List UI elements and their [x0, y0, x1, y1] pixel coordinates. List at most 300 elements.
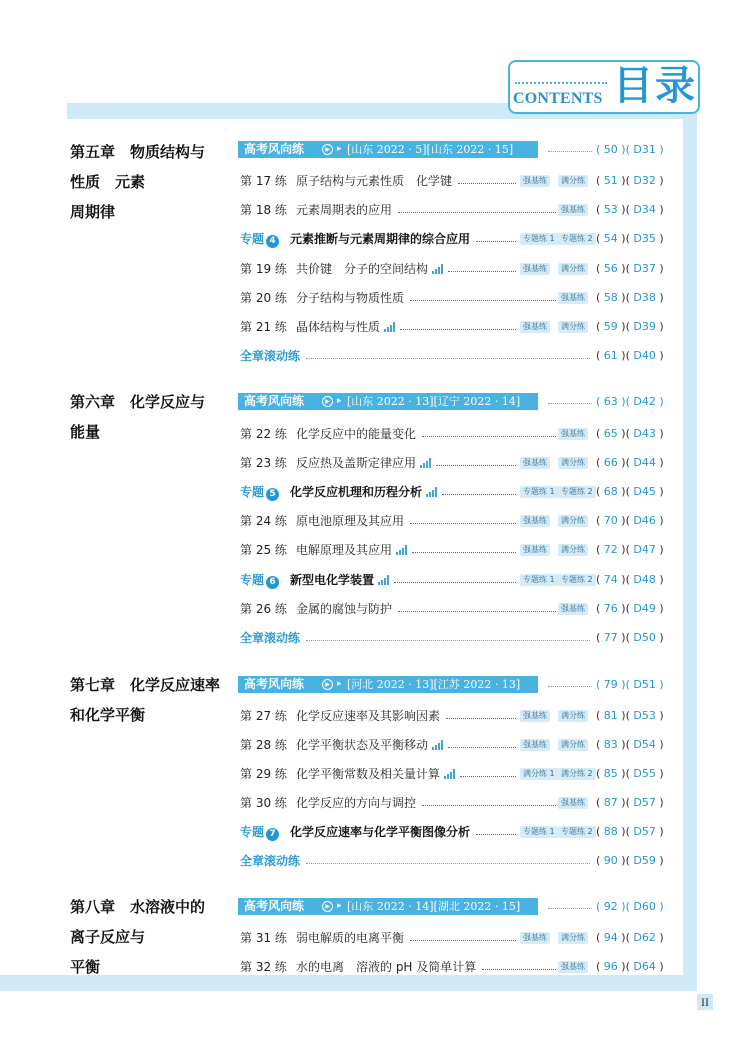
chapter-title-line: 第六章 化学反应与: [70, 393, 206, 411]
page-reference: [596, 230, 664, 248]
lesson-row[interactable]: [238, 318, 680, 336]
lesson-title: 金属的腐蚀与防护: [296, 602, 393, 616]
exercise-tag[interactable]: 满分练: [558, 457, 588, 469]
lesson-number: 第 27 练: [240, 709, 287, 723]
page-reference: [596, 852, 664, 870]
chapter-review-row[interactable]: [238, 852, 680, 870]
paren-mid: )(: [617, 854, 634, 867]
paren-open: (: [596, 143, 604, 156]
lesson-row[interactable]: [238, 260, 680, 278]
page-reference: [596, 260, 664, 278]
page-value: 51: [603, 174, 618, 187]
special-topic-number-badge: 4: [266, 235, 279, 248]
gaokao-source: [山东 2022 · 13][辽宁 2022 · 14]: [347, 395, 521, 408]
exercise-tag[interactable]: 专题练 1: [520, 486, 558, 498]
dot-leader: [448, 271, 516, 272]
page-value: 63: [603, 395, 618, 408]
exercise-tag[interactable]: 满分练: [558, 321, 588, 333]
lesson-title: 原子结构与元素性质 化学键: [296, 174, 453, 188]
dot-leader: [476, 834, 516, 835]
answer-page-value: D64: [633, 960, 656, 973]
paren-mid: )(: [617, 514, 634, 527]
exercise-tag[interactable]: 满分练 2: [558, 768, 596, 780]
exercise-tag[interactable]: 专题练 1: [520, 826, 558, 838]
lesson-row[interactable]: [238, 600, 680, 618]
special-topic-word: 专题: [240, 485, 265, 499]
page-reference: [596, 707, 664, 725]
lesson-number: 第 31 练: [240, 931, 287, 945]
paren-mid: )(: [617, 602, 634, 615]
paren-open: (: [596, 738, 604, 751]
paren-mid: )(: [617, 573, 634, 586]
video-icon: ▶: [322, 901, 333, 912]
page-value: 70: [603, 514, 618, 527]
paren-close: ): [655, 262, 664, 275]
signal-bars-icon: [420, 458, 432, 468]
lesson-title: 化学反应的方向与调控: [296, 796, 417, 810]
page-value: 54: [603, 232, 618, 245]
page-value: 94: [603, 931, 618, 944]
special-topic-row[interactable]: [238, 571, 680, 589]
answer-page-value: D47: [633, 543, 656, 556]
special-topic-label: [240, 571, 279, 589]
paren-close: ): [655, 349, 664, 362]
exercise-tag[interactable]: 强基练: [520, 263, 550, 275]
page-value: 96: [603, 960, 618, 973]
answer-page-value: D32: [633, 174, 656, 187]
chapter-title-line: 第五章 物质结构与: [70, 143, 206, 161]
lesson-number: 第 22 练: [240, 427, 287, 441]
lesson-number: 第 23 练: [240, 456, 287, 470]
paren-open: (: [596, 262, 604, 275]
answer-page-value: D37: [633, 262, 656, 275]
exercise-tag[interactable]: 专题练 1: [520, 574, 558, 586]
paren-close: ): [655, 395, 664, 408]
special-topic-word: 专题: [240, 232, 265, 246]
paren-mid: )(: [617, 143, 634, 156]
special-topic-row[interactable]: [238, 483, 680, 501]
chapter-title-line: 周期律: [70, 203, 116, 221]
chapter-title-line: 性质 元素: [70, 173, 146, 191]
page-reference: [596, 629, 664, 647]
paren-mid: )(: [617, 174, 634, 187]
lesson-number: 第 29 练: [240, 767, 287, 781]
paren-open: (: [596, 602, 604, 615]
paren-close: ): [655, 854, 664, 867]
lesson-row[interactable]: [238, 958, 680, 976]
special-topic-word: 专题: [240, 825, 265, 839]
video-icon: ▶: [322, 396, 333, 407]
paren-open: (: [596, 900, 604, 913]
page-value: 50: [603, 143, 618, 156]
dot-leader: [422, 436, 556, 437]
gaokao-band[interactable]: [238, 393, 538, 410]
exercise-tag[interactable]: 强基练: [520, 710, 550, 722]
paren-close: ): [655, 320, 664, 333]
gaokao-source: [山东 2022 · 14][湖北 2022 · 15]: [347, 900, 521, 913]
dot-leader: [400, 329, 516, 330]
lesson-row[interactable]: [238, 512, 680, 530]
answer-page-value: D44: [633, 456, 656, 469]
answer-page-value: D43: [633, 427, 656, 440]
chapter-title: [70, 137, 205, 227]
lesson-title: 晶体结构与性质: [296, 320, 381, 334]
lesson-title: 化学反应机理和历程分析: [290, 485, 423, 499]
exercise-tag[interactable]: 专题练 2: [558, 486, 596, 498]
chapter-title-line: 能量: [70, 423, 101, 441]
dot-leader: [394, 582, 516, 583]
chapter-review-title: 全章滚动练: [240, 631, 301, 645]
answer-page-value: D59: [633, 854, 656, 867]
answer-page-value: D39: [633, 320, 656, 333]
paren-close: ): [655, 203, 664, 216]
exercise-tag[interactable]: 强基练: [520, 321, 550, 333]
special-topic-row[interactable]: [238, 230, 680, 248]
answer-page-value: D45: [633, 485, 656, 498]
dot-leader: [306, 640, 590, 641]
lesson-row[interactable]: [238, 172, 680, 190]
paren-open: (: [596, 709, 604, 722]
lesson-row[interactable]: [238, 707, 680, 725]
paren-mid: )(: [617, 543, 634, 556]
page-number: II: [697, 994, 713, 1010]
signal-bars-icon: [444, 769, 456, 779]
arrow-right-icon: ▸: [337, 144, 342, 154]
paren-mid: )(: [617, 767, 634, 780]
exercise-tag[interactable]: 满分练: [558, 932, 588, 944]
page-reference: [596, 201, 664, 219]
frame-right-bar: [683, 103, 697, 983]
chapter-review-row[interactable]: [238, 347, 680, 365]
page-value: 68: [603, 485, 618, 498]
signal-bars-icon: [426, 487, 438, 497]
paren-close: ): [655, 143, 664, 156]
answer-page-value: D31: [633, 143, 656, 156]
paren-open: (: [596, 514, 604, 527]
lesson-title: 化学平衡常数及相关量计算: [296, 767, 441, 781]
page-value: 87: [603, 796, 618, 809]
paren-close: ): [655, 543, 664, 556]
gaokao-label: 高考风向练: [244, 142, 305, 156]
page-reference: [596, 512, 664, 530]
paren-mid: )(: [617, 738, 634, 751]
page-reference: [596, 393, 664, 410]
paren-open: (: [596, 960, 604, 973]
answer-page-value: D60: [633, 900, 656, 913]
paren-open: (: [596, 825, 604, 838]
contents-dotted-rule: [515, 82, 607, 84]
answer-page-value: D46: [633, 514, 656, 527]
paren-open: (: [596, 854, 604, 867]
lesson-number: 第 32 练: [240, 960, 287, 974]
exercise-tag[interactable]: 强基练: [558, 797, 588, 809]
exercise-tag[interactable]: 专题练 2: [558, 574, 596, 586]
dot-leader: [306, 358, 590, 359]
paren-close: ): [655, 174, 664, 187]
exercise-tag[interactable]: 强基练: [558, 961, 588, 973]
paren-mid: )(: [617, 631, 634, 644]
page-reference: [596, 600, 664, 618]
exercise-tag[interactable]: 强基练: [558, 292, 588, 304]
page-value: 61: [603, 349, 618, 362]
lesson-title: 元素周期表的应用: [296, 203, 393, 217]
exercise-tag[interactable]: 满分练: [558, 544, 588, 556]
lesson-row[interactable]: [238, 541, 680, 559]
lesson-row[interactable]: [238, 736, 680, 754]
paren-mid: )(: [617, 456, 634, 469]
lesson-row[interactable]: [238, 425, 680, 443]
exercise-tag[interactable]: 满分练: [558, 515, 588, 527]
answer-page-value: D57: [633, 825, 656, 838]
lesson-number: 第 28 练: [240, 738, 287, 752]
exercise-tag[interactable]: 强基练: [520, 175, 550, 187]
special-topic-number-badge: 5: [266, 488, 279, 501]
paren-close: ): [655, 631, 664, 644]
dot-leader: [442, 494, 516, 495]
dot-leader: [398, 212, 556, 213]
signal-bars-icon: [432, 740, 444, 750]
dot-leader: [446, 718, 516, 719]
arrow-right-icon: ▸: [337, 679, 342, 689]
page-reference: [596, 318, 664, 336]
dot-leader: [398, 611, 556, 612]
paren-open: (: [596, 573, 604, 586]
paren-close: ): [655, 427, 664, 440]
paren-close: ): [655, 291, 664, 304]
lesson-number: 第 18 练: [240, 203, 287, 217]
gaokao-band[interactable]: [238, 898, 538, 915]
chapter-review-row[interactable]: [238, 629, 680, 647]
chapter-title-line: 离子反应与: [70, 928, 146, 946]
paren-close: ): [655, 602, 664, 615]
gaokao-label: 高考风向练: [244, 899, 305, 913]
exercise-tag[interactable]: 强基练: [520, 457, 550, 469]
page-reference: [596, 929, 664, 947]
paren-open: (: [596, 631, 604, 644]
signal-bars-icon: [396, 545, 408, 555]
answer-page-value: D55: [633, 767, 656, 780]
lesson-row[interactable]: [238, 929, 680, 947]
chapter-review-title: 全章滚动练: [240, 349, 301, 363]
gaokao-label: 高考风向练: [244, 394, 305, 408]
answer-page-value: D53: [633, 709, 656, 722]
lesson-title: 共价键 分子的空间结构: [296, 262, 429, 276]
page-reference: [596, 898, 664, 915]
exercise-tag[interactable]: 满分练: [558, 175, 588, 187]
video-icon: ▶: [322, 679, 333, 690]
exercise-tag[interactable]: 满分练: [558, 739, 588, 751]
paren-open: (: [596, 767, 604, 780]
paren-close: ): [655, 738, 664, 751]
chapter-title: [70, 892, 205, 982]
paren-mid: )(: [617, 796, 634, 809]
page-reference: [596, 736, 664, 754]
paren-open: (: [596, 796, 604, 809]
gaokao-band[interactable]: [238, 141, 538, 158]
page-reference: [596, 958, 664, 976]
page-reference: [596, 347, 664, 365]
page-value: 58: [603, 291, 618, 304]
page-reference: [596, 289, 664, 307]
lesson-title: 化学平衡状态及平衡移动: [296, 738, 429, 752]
dot-leader: [412, 552, 516, 553]
lesson-title: 元素推断与元素周期律的综合应用: [290, 232, 471, 246]
paren-open: (: [596, 427, 604, 440]
exercise-tag[interactable]: 强基练: [558, 428, 588, 440]
page-value: 92: [603, 900, 618, 913]
page-reference: [596, 794, 664, 812]
paren-mid: )(: [617, 320, 634, 333]
page-reference: [596, 571, 664, 589]
paren-close: ): [655, 825, 664, 838]
exercise-tag[interactable]: 专题练 1: [520, 233, 558, 245]
paren-close: ): [655, 573, 664, 586]
lesson-title: 电解原理及其应用: [296, 543, 393, 557]
page-value: 88: [603, 825, 618, 838]
page-value: 90: [603, 854, 618, 867]
lesson-row[interactable]: [238, 454, 680, 472]
lesson-number: 第 25 练: [240, 543, 287, 557]
dot-leader: [482, 969, 556, 970]
dot-leader: [458, 183, 516, 184]
dot-leader: [460, 776, 516, 777]
paren-close: ): [655, 931, 664, 944]
chapter-title-line: 和化学平衡: [70, 706, 146, 724]
paren-close: ): [655, 767, 664, 780]
paren-open: (: [596, 931, 604, 944]
answer-page-value: D34: [633, 203, 656, 216]
paren-mid: )(: [617, 931, 634, 944]
paren-mid: )(: [617, 349, 634, 362]
arrow-right-icon: ▸: [337, 396, 342, 406]
chapter-review-title: 全章滚动练: [240, 854, 301, 868]
lesson-title: 水的电离 溶液的 pH 及简单计算: [296, 960, 477, 974]
special-topic-label: [240, 483, 279, 501]
lesson-row[interactable]: [238, 201, 680, 219]
chapter-title-line: 第七章 化学反应速率: [70, 676, 221, 694]
lesson-number: 第 20 练: [240, 291, 287, 305]
paren-close: ): [655, 456, 664, 469]
chapter-title-line: 第八章 水溶液中的: [70, 898, 206, 916]
page-reference: [596, 425, 664, 443]
answer-page-value: D40: [633, 349, 656, 362]
lesson-row[interactable]: [238, 765, 680, 783]
paren-open: (: [596, 349, 604, 362]
page-value: 74: [603, 573, 618, 586]
answer-page-value: D42: [633, 395, 656, 408]
dot-leader: [436, 465, 516, 466]
lesson-number: 第 26 练: [240, 602, 287, 616]
page-value: 59: [603, 320, 618, 333]
chapter-title: [70, 670, 220, 730]
lesson-row[interactable]: [238, 289, 680, 307]
page-reference: [596, 172, 664, 190]
exercise-tag[interactable]: 强基练: [520, 515, 550, 527]
lesson-title: 新型电化学装置: [290, 573, 375, 587]
page-value: 56: [603, 262, 618, 275]
exercise-tag[interactable]: 满分练 1: [520, 768, 558, 780]
page-value: 53: [603, 203, 618, 216]
dot-leader: [410, 523, 516, 524]
paren-close: ): [655, 514, 664, 527]
paren-close: ): [655, 796, 664, 809]
special-topic-label: [240, 823, 279, 841]
exercise-tag[interactable]: 强基练: [520, 932, 550, 944]
paren-mid: )(: [617, 678, 634, 691]
paren-close: ): [655, 485, 664, 498]
page-value: 81: [603, 709, 618, 722]
exercise-tag[interactable]: 满分练: [558, 263, 588, 275]
lesson-title: 原电池原理及其应用: [296, 514, 405, 528]
answer-page-value: D48: [633, 573, 656, 586]
paren-open: (: [596, 320, 604, 333]
lesson-row[interactable]: [238, 794, 680, 812]
lesson-title: 分子结构与物质性质: [296, 291, 405, 305]
lesson-title: 化学反应速率与化学平衡图像分析: [290, 825, 471, 839]
paren-open: (: [596, 485, 604, 498]
paren-mid: )(: [617, 262, 634, 275]
gaokao-label: 高考风向练: [244, 677, 305, 691]
special-topic-label: [240, 230, 279, 248]
lesson-number: 第 19 练: [240, 262, 287, 276]
answer-page-value: D49: [633, 602, 656, 615]
paren-open: (: [596, 678, 604, 691]
page-value: 83: [603, 738, 618, 751]
exercise-tag[interactable]: 专题练 2: [558, 826, 596, 838]
paren-open: (: [596, 395, 604, 408]
paren-close: ): [655, 900, 664, 913]
gaokao-source: [山东 2022 · 5][山东 2022 · 15]: [347, 143, 514, 156]
paren-mid: )(: [617, 960, 634, 973]
dot-leader: [548, 686, 592, 687]
dot-leader: [476, 241, 516, 242]
signal-bars-icon: [432, 264, 444, 274]
paren-mid: )(: [617, 825, 634, 838]
dot-leader: [306, 863, 590, 864]
paren-mid: )(: [617, 203, 634, 216]
gaokao-band[interactable]: [238, 676, 538, 693]
lesson-number: 第 17 练: [240, 174, 287, 188]
contents-english-title: CONTENTS: [513, 90, 603, 107]
special-topic-number-badge: 7: [266, 828, 279, 841]
special-topic-row[interactable]: [238, 823, 680, 841]
paren-open: (: [596, 543, 604, 556]
lesson-number: 第 30 练: [240, 796, 287, 810]
lesson-number: 第 21 练: [240, 320, 287, 334]
answer-page-value: D38: [633, 291, 656, 304]
answer-page-value: D35: [633, 232, 656, 245]
exercise-tag[interactable]: 满分练: [558, 710, 588, 722]
dot-leader: [548, 403, 592, 404]
paren-mid: )(: [617, 291, 634, 304]
exercise-tag[interactable]: 强基练: [558, 603, 588, 615]
exercise-tag[interactable]: 强基练: [520, 739, 550, 751]
signal-bars-icon: [384, 322, 396, 332]
page-reference: [596, 483, 664, 501]
exercise-tag[interactable]: 强基练: [520, 544, 550, 556]
answer-page-value: D57: [633, 796, 656, 809]
dot-leader: [548, 908, 592, 909]
chapter-title: [70, 387, 205, 447]
signal-bars-icon: [378, 575, 390, 585]
page-reference: [596, 765, 664, 783]
answer-page-value: D50: [633, 631, 656, 644]
exercise-tag[interactable]: 强基练: [558, 204, 588, 216]
dot-leader: [410, 300, 556, 301]
page-value: 72: [603, 543, 618, 556]
exercise-tag[interactable]: 专题练 2: [558, 233, 596, 245]
page-value: 66: [603, 456, 618, 469]
